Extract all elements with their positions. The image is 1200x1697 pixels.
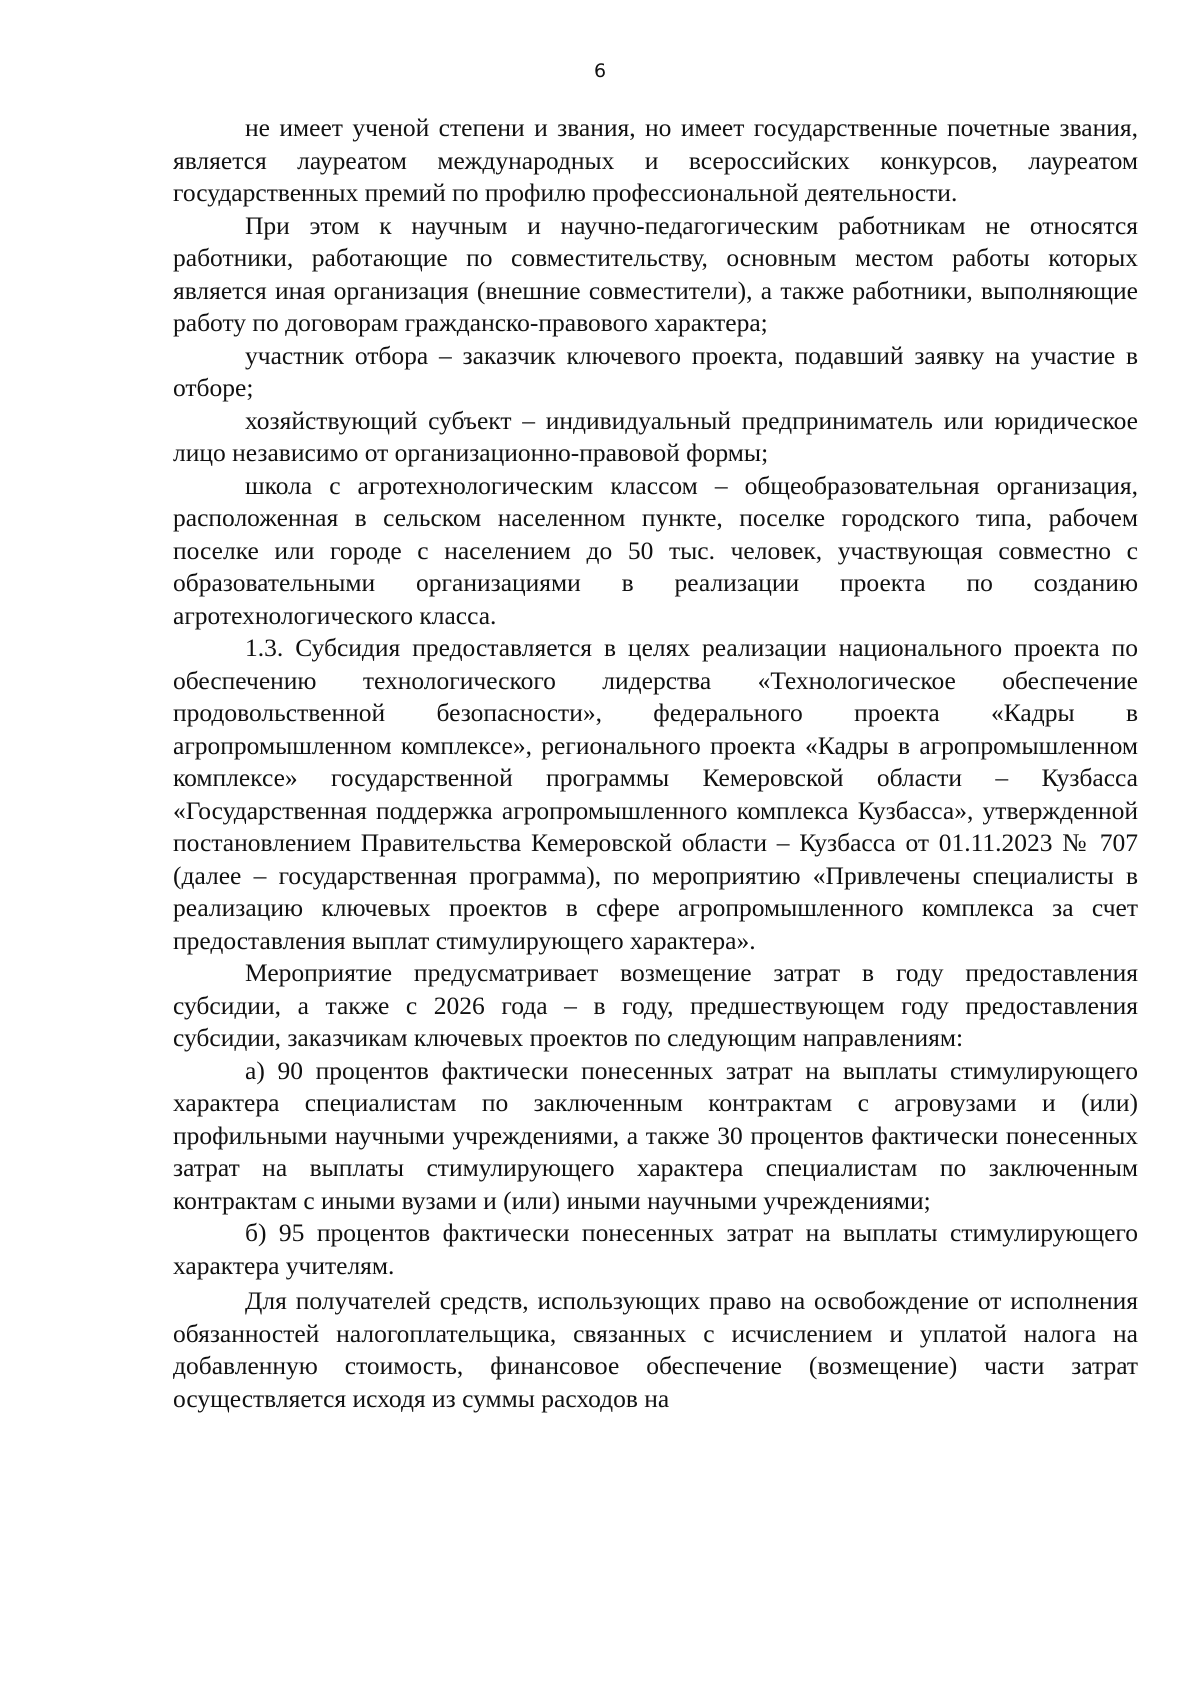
paragraph: При этом к научным и научно-педагогическим работникам не относятся работники, работающие по совместительству, основным местом работы которых является иная организация (внешние совместители), а также работники, выполняющие работу по договорам гражданско-правового характера; — [173, 210, 1138, 337]
paragraph: Для получателей средств, использующих право на освобождение от исполнения обязанностей налогоплательщика, связанных с исчислением и уплатой налога на добавленную стоимость, финансовое обеспечение (возмещение) части затрат осуществляется исходя из суммы расходов на — [173, 1286, 1138, 1413]
paragraph: хозяйствующий субъект – индивидуальный предприниматель или юридическое лицо независимо от организационно-правовой формы; — [173, 405, 1138, 467]
page-number: 6 — [593, 60, 607, 82]
paragraph: Мероприятие предусматривает возмещение затрат в году предоставления субсидии, а также с 2026 года – в году, предшествующем году предоставления субсидии, заказчикам ключевых проектов по следующим направлениям: — [173, 958, 1138, 1052]
paragraph: б) 95 процентов фактически понесенных затрат на выплаты стимулирующего характера учителям. — [173, 1218, 1138, 1280]
paragraph: 1.3. Субсидия предоставляется в целях реализации национального проекта по обеспечению технологического лидерства «Технологическое обеспечение продовольственной безопасности», федерального проекта «Кадры в агропромышленном комплексе», регионального проекта «Кадры в агропромышленном комплексе» государственной программы Кемеровской области – Кузбасса «Государственная поддержка агропромышленного комплекса Кузбасса», утвержденной постановлением Правительства Кемеровской области – Кузбасса от 01.11.2023 № 707 (далее – государственная программа), по мероприятию «Привлечены специалисты в реализацию ключевых проектов в сфере агропромышленного комплекса за счет предоставления выплат стимулирующего характера». — [173, 633, 1138, 955]
paragraph: участник отбора – заказчик ключевого проекта, подавший заявку на участие в отборе; — [173, 340, 1138, 402]
document-body — [173, 112, 1138, 1415]
paragraph: а) 90 процентов фактически понесенных затрат на выплаты стимулирующего характера специалистам по заключенным контрактам с агровузами и (или) профильными научными учреждениями, а также 30 процентов фактически понесенных затрат на выплаты стимулирующего характера специалистам по заключенным контрактам с иными вузами и (или) иными научными учреждениями; — [173, 1055, 1138, 1215]
paragraph: не имеет ученой степени и звания, но имеет государственные почетные звания, является лауреатом международных и всероссийских конкурсов, лауреатом государственных премий по профилю профессиональной деятельности. — [173, 113, 1138, 207]
paragraph: школа с агротехнологическим классом – общеобразовательная организация, расположенная в сельском населенном пункте, поселке городского типа, рабочем поселке или городе с населением до 50 тыс. человек, участвующая совместно с образовательными организациями в реализации проекта по созданию агротехнологического класса. — [173, 470, 1138, 630]
